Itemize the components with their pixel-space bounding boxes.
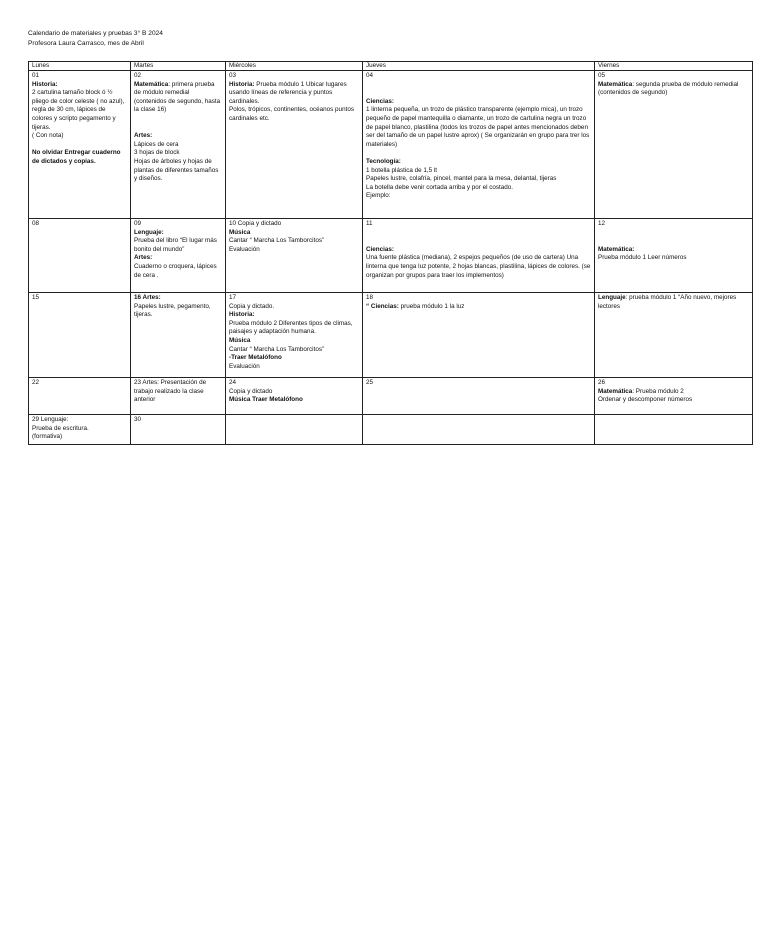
text: Prueba de escritura. [32, 424, 89, 432]
text: Cantar “ Marcha Los Tamborcitos” [229, 237, 325, 245]
text: Prueba módulo 1 Ubicar lugares usando líneas de referencia y puntos cardinales. [229, 80, 347, 105]
cell-line [134, 379, 222, 405]
calendar-body [29, 71, 753, 445]
cell-line [598, 237, 749, 246]
cell-line [366, 184, 591, 193]
cell-line [366, 98, 591, 107]
cell-line [598, 396, 749, 405]
text: 29 Lenguaje: [32, 416, 69, 423]
text: prueba módulo 1 la luz [398, 302, 465, 310]
week-row [29, 219, 753, 293]
bold-text: Música Traer Metalófono [229, 396, 303, 404]
cell-line [229, 81, 359, 107]
text: Prueba módulo 2 Diferentes tipos de climas, paisajes y adaptación humana. [229, 319, 353, 336]
cell-line [32, 141, 127, 150]
bold-text: No olvidar Entregar cuaderno de dictados y copias. [32, 149, 121, 165]
document-title: Calendario de materiales y pruebas 3° B 2024 [28, 30, 163, 37]
cell-line [366, 149, 591, 158]
day-cell [131, 415, 226, 445]
text: Copia y dictado [229, 387, 273, 395]
text: Cuaderno o croquera, lápices de cera . [134, 262, 217, 279]
cell-line [32, 89, 127, 132]
bold-text: 16 Artes: [134, 294, 161, 301]
cell-line [134, 229, 222, 238]
text: Cantar “ Marcha Los Tamborcitos” [229, 345, 325, 353]
cell-line [134, 132, 222, 141]
bold-text: Ciencias: [366, 245, 394, 253]
day-cell [29, 378, 131, 415]
cell-line [229, 229, 359, 238]
text: Evaluación [229, 362, 260, 370]
cell-line [229, 379, 359, 388]
day-cell [29, 71, 131, 219]
cell-line [229, 246, 359, 255]
text: 26 [598, 379, 606, 386]
bold-text: Música [229, 336, 251, 344]
cell-line [598, 379, 749, 388]
text: 3 hojas de block [134, 149, 180, 157]
day-cell [595, 415, 753, 445]
cell-line [32, 379, 127, 388]
cell-line [134, 237, 222, 254]
day-cell [363, 293, 595, 378]
cell-line [229, 320, 359, 337]
cell-line [366, 192, 591, 201]
day-cell [131, 378, 226, 415]
cell-line [229, 294, 359, 303]
cell-line [366, 379, 591, 388]
text: : Prueba módulo 2 [632, 387, 684, 395]
day-header: Martes [131, 62, 226, 71]
text: 01 [32, 72, 40, 79]
day-cell [226, 71, 363, 219]
text: 2 cartulina tamaño block ó ½ pliego de color celeste ( no azul), regla de 30 cm, lápices de colores y scripto pegamento y tijeras. [32, 89, 125, 131]
cell-line [134, 115, 222, 124]
cell-line [229, 220, 359, 229]
cell-line [366, 303, 591, 312]
cell-line [366, 294, 591, 303]
text: Ordenar y descomponer números [598, 396, 693, 404]
bold-text: Artes: [134, 254, 153, 262]
cell-line [366, 220, 591, 229]
day-cell [363, 415, 595, 445]
text: : prueba módulo 1 “Año nuevo, mejores lectores [598, 294, 737, 310]
bold-text: Lenguaje: [134, 228, 164, 236]
text: (formativa) [32, 433, 63, 441]
week-row [29, 378, 753, 415]
text: Hojas de árboles y hojas de plantas de diferentes tamaños y diseños. [134, 157, 219, 183]
bold-text: Historia: [32, 80, 58, 88]
cell-line [366, 246, 591, 255]
cell-line [229, 303, 359, 312]
text: : primera prueba de módulo remedial (contenidos de segundo, hasta la clase 16) [134, 80, 221, 114]
document-subtitle: Profesora Laura Carrasco, mes de Abril [28, 40, 144, 47]
week-row [29, 415, 753, 445]
bold-text: Lenguaje [598, 294, 626, 301]
day-cell [29, 415, 131, 445]
cell-line [32, 81, 127, 90]
cell-line [32, 425, 127, 434]
bold-text: Ciencias: [370, 302, 399, 310]
text: Una fuente plástica (mediana), 2 espejos pequeños (de uso de cartera) Una linterna que tenga luz potente, 2 hojas blancas, plastilina, lápices de colores. (se organizan por grupos para traer los implementos) [366, 254, 591, 279]
text: ( Con nota) [32, 132, 64, 140]
bold-text: Matemática [598, 387, 633, 395]
text: Papeles lustre, pegamento, tijeras. [134, 302, 211, 319]
cell-line [134, 149, 222, 158]
day-cell [226, 378, 363, 415]
text: Copia y dictado. [229, 302, 275, 310]
cell-line [229, 106, 359, 123]
day-cell [29, 293, 131, 378]
day-header: Miércoles [226, 62, 363, 71]
text: 12 [598, 220, 606, 227]
day-cell [131, 293, 226, 378]
cell-line [229, 72, 359, 81]
cell-line [134, 303, 222, 320]
text: 04 [366, 72, 374, 79]
text: 1 linterna pequeña, un trozo de plástico transparente (ejemplo mica), un trozo pequeño de papel mantequilla o diamante, un trozo de cartulina negra un trozo de papel blanco, plastilina (todos los trozos de papel antes mencionados deben ser del tamaño de un papel lustre aprox) ( Se organizarán en grupo para trer los materiales) [366, 106, 590, 148]
text: Prueba del libro “El lugar más bonito del mundo” [134, 237, 217, 253]
cell-line [598, 229, 749, 238]
day-cell [29, 219, 131, 293]
text: 30 [134, 416, 142, 423]
text: 10 Copia y dictado [229, 220, 282, 227]
day-header: Jueves [363, 62, 595, 71]
cell-line [134, 294, 222, 303]
cell-line [32, 433, 127, 442]
cell-line [32, 132, 127, 141]
cell-line [366, 81, 591, 90]
bold-text: Artes: [134, 132, 153, 140]
cell-line [366, 237, 591, 246]
day-cell [363, 71, 595, 219]
day-header-row [29, 62, 753, 71]
text: 11 [366, 220, 373, 227]
cell-line [366, 167, 591, 176]
cell-line [229, 354, 359, 363]
bold-text: Música [229, 228, 251, 236]
text: 25 [366, 379, 374, 386]
text: : segunda prueba de módulo remedial (contenidos de segundo) [598, 80, 739, 97]
cell-line [134, 254, 222, 263]
text: Prueba módulo 1 Leer números [598, 254, 687, 262]
day-cell [363, 378, 595, 415]
cell-line [134, 158, 222, 184]
cell-line [134, 72, 222, 81]
cell-line [229, 396, 359, 405]
cell-line [366, 175, 591, 184]
day-header: Viernes [595, 62, 753, 71]
cell-line [598, 81, 749, 98]
bold-text: Historia: [229, 311, 255, 319]
cell-line [32, 294, 127, 303]
bold-text: Matemática [598, 80, 633, 88]
bold-text: Ciencias: [366, 97, 394, 105]
text: Lápices de cera [134, 140, 179, 148]
day-cell [595, 293, 753, 378]
text: Polos, trópicos, continentes, océanos puntos cardinales etc. [229, 106, 354, 122]
day-cell [595, 378, 753, 415]
day-cell [131, 71, 226, 219]
day-cell [131, 219, 226, 293]
cell-line [32, 416, 127, 425]
cell-line [598, 254, 749, 263]
cell-line [134, 416, 222, 425]
day-cell [363, 219, 595, 293]
week-row [29, 293, 753, 378]
text: Evaluación [229, 245, 260, 253]
text: 22 [32, 379, 40, 386]
document-header [28, 29, 163, 49]
cell-line [598, 220, 749, 229]
day-cell [595, 71, 753, 219]
bold-text: “ [366, 302, 371, 310]
day-cell [226, 219, 363, 293]
text: La botella debe venir cortada arriba y por el costado. [366, 183, 514, 191]
text: 09 [134, 220, 142, 227]
cell-line [366, 89, 591, 98]
bold-text: Matemática: [598, 245, 635, 253]
cell-line [366, 106, 591, 149]
text: 23 Artes: Presentación de trabajo realizado la clase anterior [134, 379, 207, 404]
cell-line [366, 158, 591, 167]
calendar-table [28, 61, 753, 445]
bold-text: -Traer Metalófono [229, 354, 282, 362]
cell-line [134, 141, 222, 150]
cell-line [32, 72, 127, 81]
text: 17 [229, 294, 237, 301]
bold-text: Matemática [134, 80, 169, 88]
text: 15 [32, 294, 40, 301]
text: 02 [134, 72, 142, 79]
cell-line [598, 388, 749, 397]
cell-line [598, 294, 749, 311]
cell-line [229, 337, 359, 346]
text: 24 [229, 379, 237, 386]
cell-line [32, 220, 127, 229]
cell-line [32, 149, 127, 166]
cell-line [229, 311, 359, 320]
day-cell [226, 415, 363, 445]
text: Ejemplo: [366, 192, 391, 200]
cell-line [598, 246, 749, 255]
text: 08 [32, 220, 40, 227]
text: 1 botella plástica de 1,5 lt [366, 166, 438, 174]
cell-line [366, 229, 591, 238]
bold-text: Historia: [229, 80, 257, 88]
day-cell [595, 219, 753, 293]
cell-line [598, 72, 749, 81]
bold-text: Tecnología: [366, 157, 401, 165]
text: 05 [598, 72, 606, 79]
cell-line [366, 254, 591, 280]
cell-line [229, 237, 359, 246]
text: Papeles lustre, colafría, pincel, mantel para la mesa, delantal, tijeras [366, 175, 557, 183]
cell-line [229, 388, 359, 397]
text: 18 [366, 294, 374, 301]
cell-line [229, 363, 359, 372]
cell-line [134, 81, 222, 115]
cell-line [134, 220, 222, 229]
cell-line [134, 263, 222, 280]
week-row [29, 71, 753, 219]
text: 03 [229, 72, 237, 79]
cell-line [366, 72, 591, 81]
day-header: Lunes [29, 62, 131, 71]
day-cell [226, 293, 363, 378]
cell-line [229, 346, 359, 355]
cell-line [134, 124, 222, 133]
